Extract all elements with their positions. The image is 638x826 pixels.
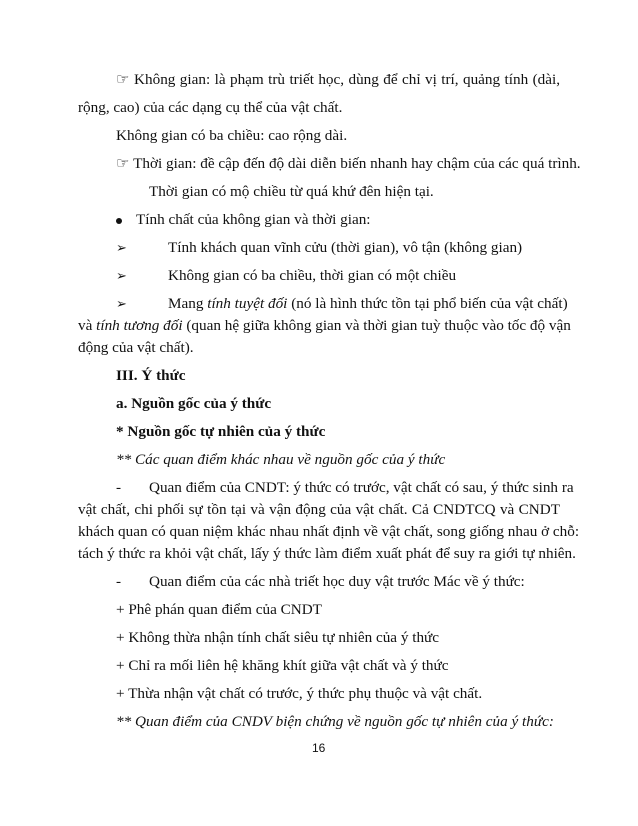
paragraph-line: Quan điểm của các nhà triết học duy vật trước Mác về ý thức: (149, 573, 525, 590)
paragraph-line: rộng, cao) của các dạng cụ thể của vật chất. (78, 99, 343, 116)
bullet-text: Tính chất của không gian và thời gian: (136, 211, 371, 228)
arrow-item-text (168, 294, 568, 314)
section-heading: III. Ý thức (116, 367, 186, 384)
plus-item: + Phê phán quan điểm của CNDT (116, 601, 322, 618)
paragraph-line: Thời gian có mộ chiều từ quá khứ đên hiện tại. (149, 183, 434, 200)
paragraph-line: động của vật chất). (78, 339, 194, 356)
arrow-bullet-icon: ➢ (116, 296, 127, 311)
italic-term: tính tuyệt đối (207, 295, 288, 312)
arrow-item (116, 238, 127, 258)
arrow-item (116, 266, 127, 286)
arrow-bullet-icon: ➢ (116, 240, 127, 255)
text-run: Mang (168, 295, 208, 312)
text-run: (nó là hình thức tồn tại phổ biến của vật chất) (287, 295, 568, 312)
paragraph-line: ☞ Không gian: là phạm trù triết học, dùng để chỉ vị trí, quảng tính (dài, (116, 71, 560, 88)
paragraph-line: tách ý thức ra khỏi vật chất, lấy ý thức làm điểm xuất phát để suy ra giới tự nhiên. (78, 545, 576, 562)
paragraph-line (78, 316, 571, 336)
subsection-heading: * Nguồn gốc tự nhiên của ý thức (116, 423, 326, 440)
italic-heading: ** Quan điểm của CNDV biện chứng về nguồn gốc tự nhiên của ý thức: (116, 713, 554, 730)
text-run: (quan hệ giữa không gian và thời gian tuỳ thuộc vào tốc độ vận (182, 317, 571, 334)
plus-item: + Chỉ ra mối liên hệ khăng khít giữa vật chất và ý thức (116, 657, 449, 674)
paragraph-line: ☞ Thời gian: đề cập đến độ dài diễn biến nhanh hay chậm của các quá trình. (116, 155, 581, 172)
arrow-bullet-icon: ➢ (116, 268, 127, 283)
arrow-item-text: Tính khách quan vĩnh cửu (thời gian), vô tận (không gian) (168, 239, 523, 256)
italic-term: tính tương đối (96, 317, 183, 334)
bullet-item (116, 210, 371, 230)
arrow-item (116, 294, 127, 314)
subsection-heading: a. Nguồn gốc của ý thức (116, 395, 272, 412)
paragraph-line: khách quan có quan niệm khác nhau nhất định về vật chất, song giống nhau ở chỗ: (78, 523, 580, 540)
dash-item (116, 478, 121, 498)
bullet-dot-icon (116, 218, 122, 224)
arrow-item-text: Không gian có ba chiều, thời gian có một chiều (168, 267, 457, 284)
page-number: 16 (312, 741, 326, 755)
dash-marker: - (116, 573, 122, 590)
dash-item (116, 572, 121, 592)
text-run: và (78, 317, 97, 334)
italic-heading: ** Các quan điểm khác nhau về nguồn gốc của ý thức (116, 451, 446, 468)
paragraph-line: Không gian có ba chiều: cao rộng dài. (116, 127, 348, 144)
paragraph-line: vật chất, chi phối sự tồn tại và vận động của vật chất. Cả CNDTCQ và CNDT (78, 501, 560, 518)
paragraph-line: Quan điểm của CNDT: ý thức có trước, vật chất có sau, ý thức sinh ra (149, 479, 574, 496)
plus-item: + Không thừa nhận tính chất siêu tự nhiên của ý thức (116, 629, 440, 646)
plus-item: + Thừa nhận vật chất có trước, ý thức phụ thuộc và vật chất. (116, 685, 483, 702)
dash-marker: - (116, 479, 122, 496)
